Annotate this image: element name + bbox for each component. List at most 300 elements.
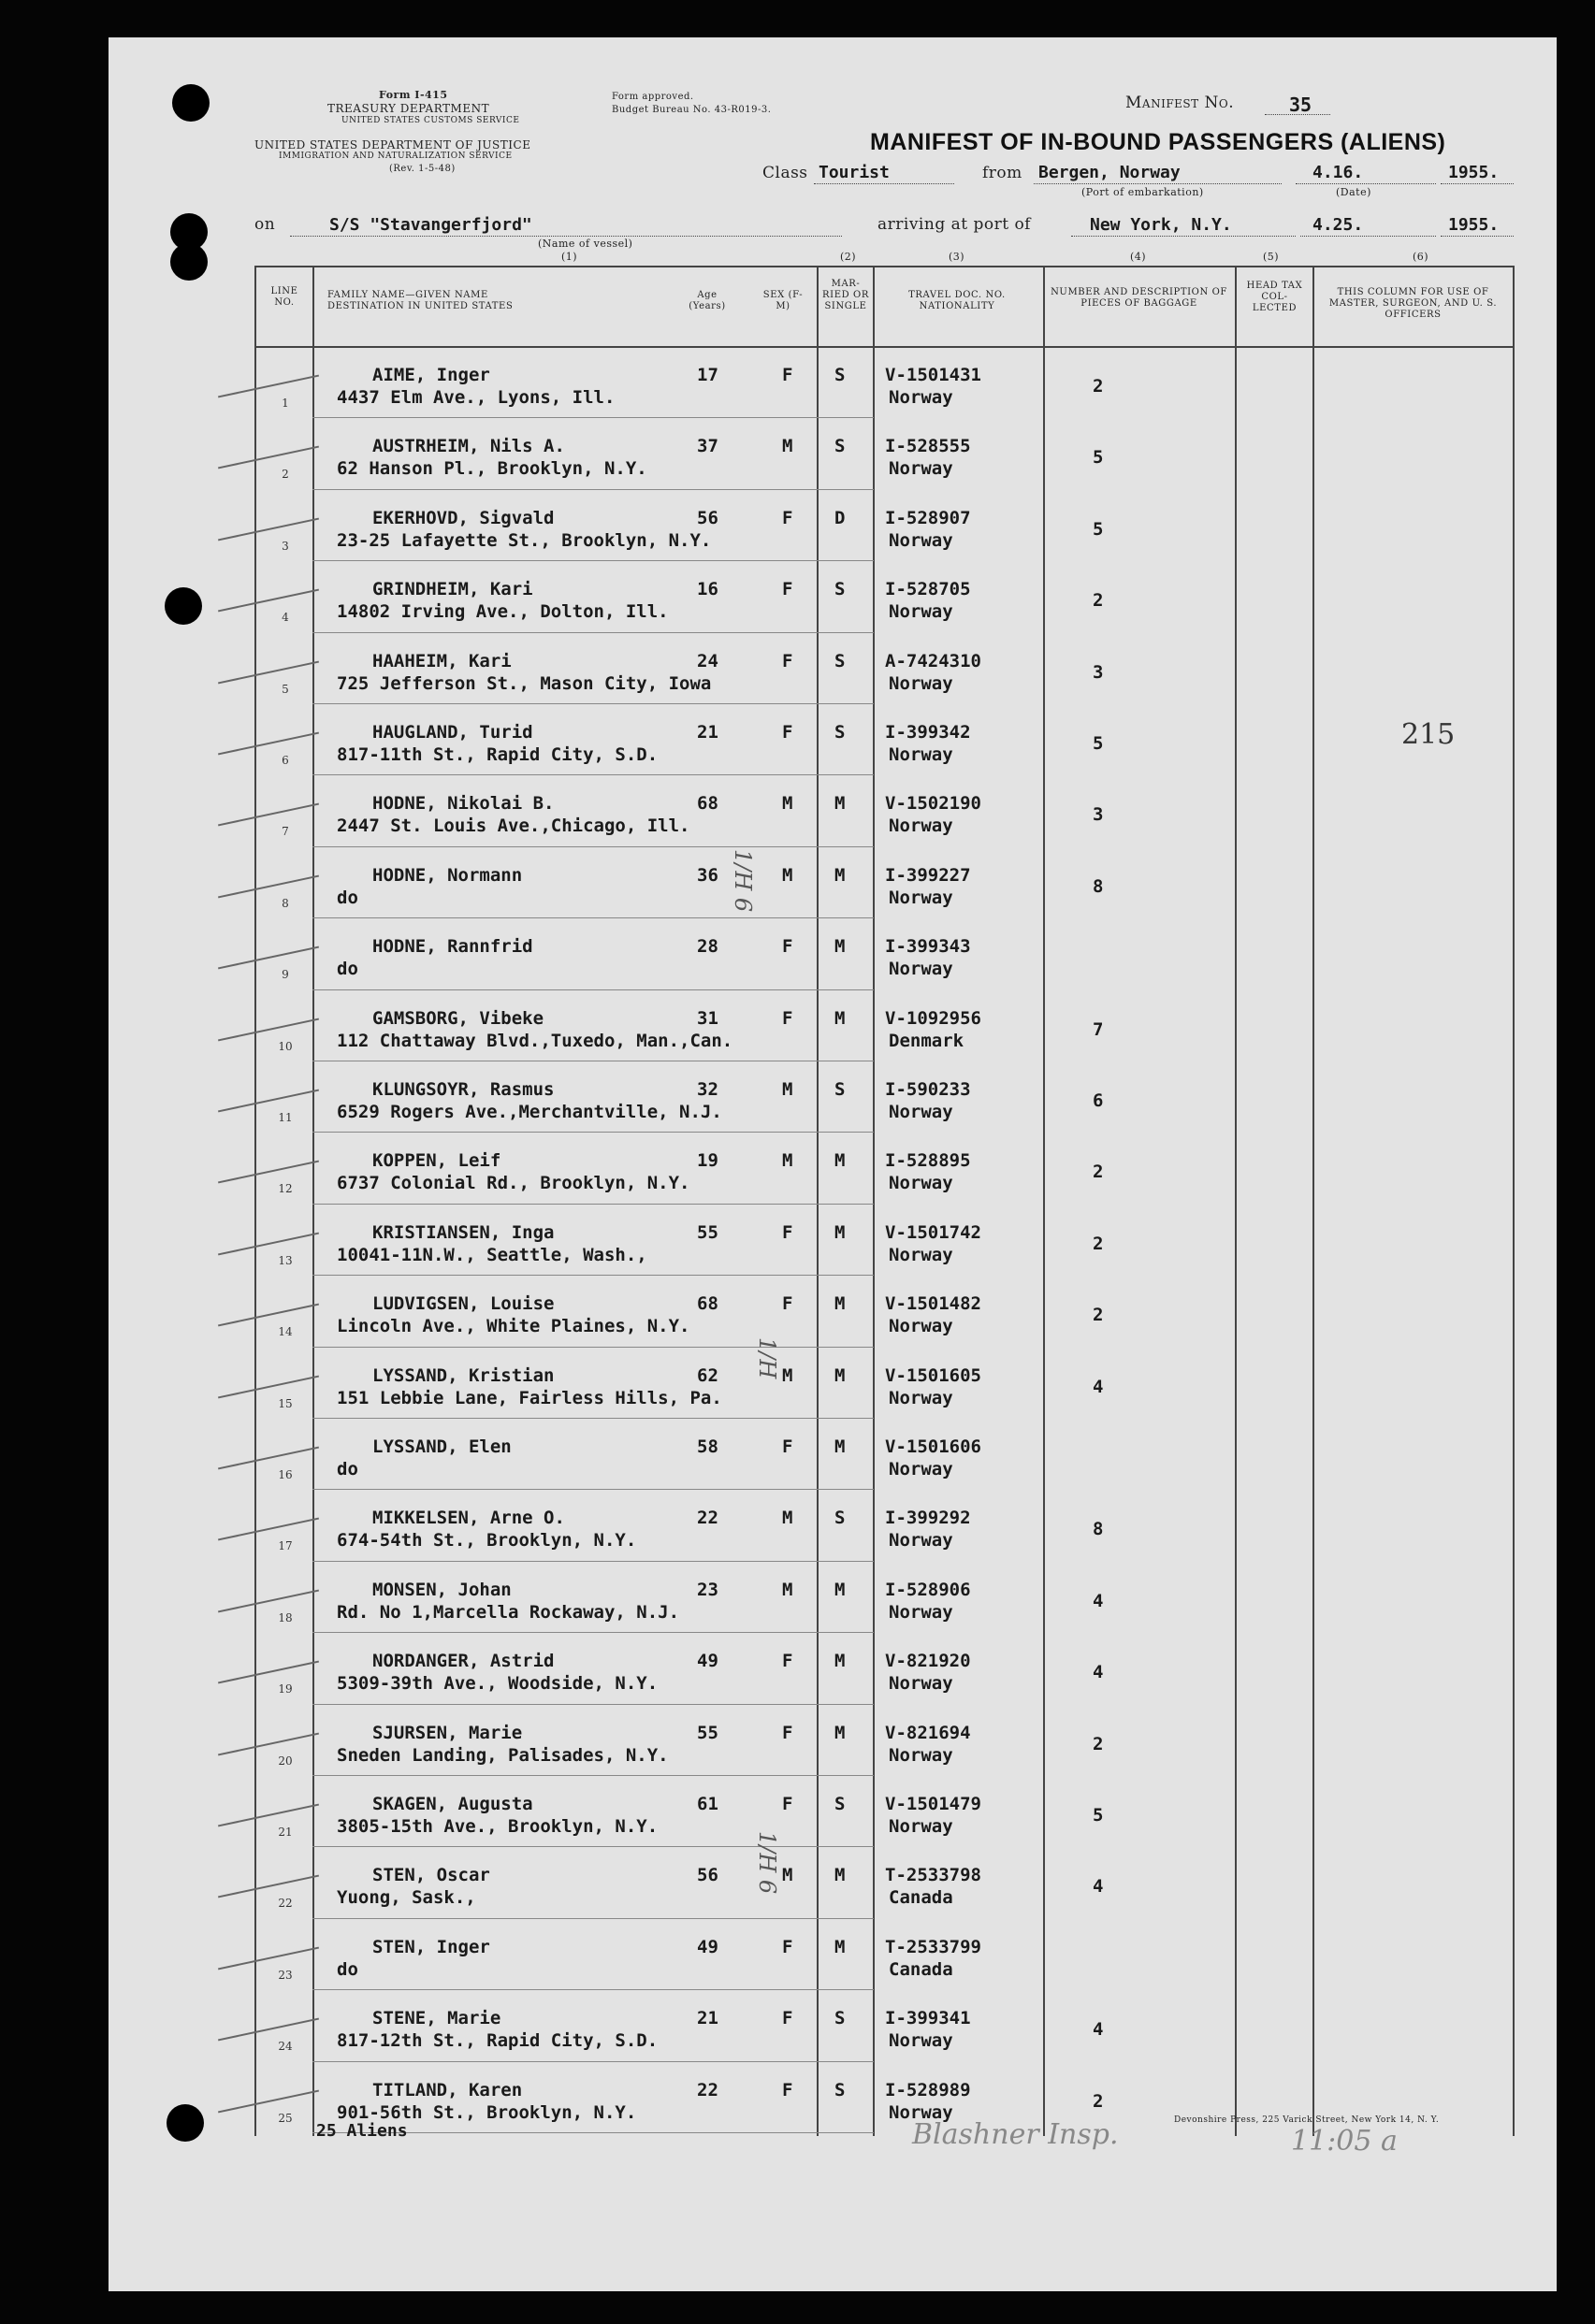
nationality: Norway	[889, 1173, 953, 1194]
on-label: on	[254, 215, 276, 234]
baggage-count: 4	[1093, 1876, 1104, 1898]
marital-status: M	[834, 1150, 846, 1172]
nationality: Norway	[889, 1244, 953, 1265]
passenger-name: HODNE, Rannfrid	[372, 936, 533, 958]
age: 23	[697, 1579, 718, 1600]
header-sex: SEX (F-M)	[762, 290, 804, 311]
age: 56	[697, 507, 718, 528]
marital-status: M	[834, 1722, 846, 1743]
marital-status: M	[834, 1293, 846, 1315]
sex: F	[782, 365, 793, 385]
departure-date: 4.16.	[1312, 163, 1364, 182]
destination: Lincoln Ave., White Plaines, N.Y.	[337, 1316, 690, 1337]
row-rule	[312, 1132, 874, 1133]
nationality: Norway	[889, 1816, 953, 1837]
sex: M	[782, 793, 793, 815]
destination: do	[337, 887, 358, 908]
passenger-name: KLUNGSOYR, Rasmus	[372, 1079, 555, 1100]
nationality: Norway	[889, 1673, 953, 1695]
baggage-count: 3	[1093, 661, 1104, 683]
sex: F	[782, 579, 793, 600]
arrival-year: 1955.	[1448, 215, 1500, 235]
col-rule-doc	[873, 266, 875, 2136]
vessel-name: S/S "Stavangerfjord"	[329, 215, 532, 235]
sex: M	[782, 1364, 793, 1386]
budget-bureau: Budget Bureau No. 43-R019-3.	[612, 105, 772, 115]
nationality: Norway	[889, 2030, 953, 2052]
sex: M	[782, 1079, 793, 1100]
line-number: 1	[282, 397, 289, 410]
passenger-name: HAUGLAND, Turid	[372, 722, 533, 743]
row-rule	[312, 632, 874, 633]
passenger-name: LYSSAND, Elen	[372, 1436, 512, 1457]
baggage-count: 2	[1093, 1233, 1104, 1254]
inspection-time: 11:05 a	[1291, 2125, 1398, 2158]
arriving-label: arriving at port of	[877, 215, 1031, 234]
line-number: 17	[278, 1539, 293, 1553]
arrival-port: New York, N.Y.	[1090, 215, 1232, 235]
travel-doc-no: I-399292	[885, 1508, 971, 1529]
travel-doc-no: I-528555	[885, 436, 971, 457]
age: 68	[697, 793, 718, 815]
age: 17	[697, 365, 718, 385]
travel-doc-no: T-2533798	[885, 1865, 981, 1886]
nationality: Norway	[889, 672, 953, 694]
line-number: 19	[278, 1682, 293, 1696]
manifest-page	[109, 37, 1557, 2291]
marital-status: S	[834, 436, 846, 457]
marital-status: M	[834, 1364, 846, 1386]
marital-status: M	[834, 1936, 846, 1957]
travel-doc-no: V-1501482	[885, 1293, 981, 1315]
header-age: Age (Years)	[689, 290, 726, 311]
age: 56	[697, 1865, 718, 1886]
nationality: Norway	[889, 1530, 953, 1552]
baggage-count: 5	[1093, 733, 1104, 754]
passenger-name: HODNE, Normann	[372, 864, 523, 886]
travel-doc-no: I-528989	[885, 2079, 971, 2100]
line-number: 3	[282, 539, 289, 553]
header-name: FAMILY NAME—GIVEN NAME	[327, 290, 488, 300]
row-rule	[312, 1704, 874, 1705]
age: 58	[697, 1436, 718, 1457]
travel-doc-no: T-2533799	[885, 1936, 981, 1957]
age: 36	[697, 864, 718, 886]
row-rule	[312, 1561, 874, 1562]
nationality: Norway	[889, 2101, 953, 2123]
sex: F	[782, 1936, 793, 1957]
bracket-note-8-9: 1/H 6	[730, 849, 756, 913]
destination: Rd. No 1,Marcella Rockaway, N.J.	[337, 1601, 680, 1623]
nationality: Denmark	[889, 1030, 964, 1051]
col-rule-right	[1513, 266, 1515, 2136]
justice-dept: UNITED STATES DEPARTMENT OF JUSTICE	[254, 138, 531, 152]
baggage-count: 5	[1093, 1805, 1104, 1826]
class-label: Class	[762, 164, 808, 182]
sex: M	[782, 1579, 793, 1600]
form-number: Form I-415	[379, 89, 448, 101]
line-number: 23	[278, 1968, 293, 1982]
binder-hole	[165, 587, 202, 625]
travel-doc-no: V-1501431	[885, 365, 981, 385]
travel-doc-no: V-821920	[885, 1651, 971, 1672]
col-number-2: (2)	[840, 251, 857, 263]
line-number: 16	[278, 1468, 293, 1481]
nationality: Norway	[889, 744, 953, 765]
line-number: 14	[278, 1325, 293, 1339]
marital-status: S	[834, 650, 846, 671]
destination: 674-54th St., Brooklyn, N.Y.	[337, 1530, 637, 1552]
baggage-count: 4	[1093, 2019, 1104, 2041]
nationality: Canada	[889, 1958, 953, 1980]
destination: 5309-39th Ave., Woodside, N.Y.	[337, 1673, 659, 1695]
age: 22	[697, 2079, 718, 2100]
baggage-count: 5	[1093, 447, 1104, 469]
customs-service: UNITED STATES CUSTOMS SERVICE	[341, 116, 520, 125]
age: 68	[697, 1293, 718, 1315]
travel-doc-no: I-399341	[885, 2008, 971, 2029]
officer-note: 215	[1401, 718, 1456, 751]
age: 49	[697, 1651, 718, 1672]
port-of-embarkation: Bergen, Norway	[1038, 163, 1181, 182]
baggage-count: 4	[1093, 1376, 1104, 1397]
col-number-6: (6)	[1413, 251, 1429, 263]
baggage-count: 5	[1093, 518, 1104, 540]
line-number: 12	[278, 1182, 293, 1196]
row-rule	[312, 774, 874, 775]
baggage-count: 8	[1093, 875, 1104, 897]
destination: do	[337, 1459, 358, 1480]
sex: F	[782, 1293, 793, 1315]
baggage-count: 7	[1093, 1018, 1104, 1040]
line-number: 20	[278, 1754, 293, 1768]
travel-doc-no: I-590233	[885, 1079, 971, 1100]
row-rule	[312, 1989, 874, 1990]
binder-hole	[172, 84, 210, 122]
nationality: Norway	[889, 1387, 953, 1408]
bracket-note-15-16: 1/H	[754, 1337, 780, 1379]
destination: 62 Hanson Pl., Brooklyn, N.Y.	[337, 458, 647, 480]
passenger-name: MONSEN, Johan	[372, 1579, 512, 1600]
destination: Yuong, Sask.,	[337, 1887, 476, 1909]
binder-hole	[170, 243, 208, 281]
marital-status: S	[834, 1079, 846, 1100]
row-rule	[312, 1632, 874, 1633]
arrival-date: 4.25.	[1312, 215, 1364, 235]
destination: 3805-15th Ave., Brooklyn, N.Y.	[337, 1816, 659, 1837]
row-rule	[312, 560, 874, 561]
travel-doc-no: V-1501605	[885, 1364, 981, 1386]
passenger-name: HODNE, Nikolai B.	[372, 793, 555, 815]
nationality: Norway	[889, 387, 953, 408]
passenger-name: AIME, Inger	[372, 365, 490, 385]
baggage-count: 3	[1093, 804, 1104, 826]
travel-doc-no: I-528895	[885, 1150, 971, 1172]
nationality: Norway	[889, 1459, 953, 1480]
destination: Sneden Landing, Palisades, N.Y.	[337, 1744, 669, 1766]
line-number: 6	[282, 754, 289, 767]
age: 32	[697, 1079, 718, 1100]
nationality: Norway	[889, 1601, 953, 1623]
destination: 112 Chattaway Blvd.,Tuxedo, Man.,Can.	[337, 1030, 733, 1051]
travel-doc-no: V-1501742	[885, 1221, 981, 1243]
line-number: 25	[278, 2111, 293, 2125]
age: 22	[697, 1508, 718, 1529]
marital-status: S	[834, 2079, 846, 2100]
age: 37	[697, 436, 718, 457]
marital-status: M	[834, 1865, 846, 1886]
date-caption: (Date)	[1336, 186, 1371, 198]
age: 19	[697, 1150, 718, 1172]
marital-status: M	[834, 1651, 846, 1672]
row-rule	[312, 1918, 874, 1919]
baggage-count: 2	[1093, 376, 1104, 397]
nationality: Norway	[889, 601, 953, 623]
passenger-name: KOPPEN, Leif	[372, 1150, 501, 1172]
bracket-note-22-23: 1/H 6	[754, 1831, 780, 1895]
destination: 725 Jefferson St., Mason City, Iowa	[337, 672, 712, 694]
passenger-name: STEN, Inger	[372, 1936, 490, 1957]
marital-status: S	[834, 579, 846, 600]
passenger-name: NORDANGER, Astrid	[372, 1651, 555, 1672]
passenger-name: LYSSAND, Kristian	[372, 1364, 555, 1386]
header-head-tax: HEAD TAX COL-LECTED	[1246, 281, 1303, 313]
destination: 6529 Rogers Ave.,Merchantville, N.J.	[337, 1102, 722, 1122]
age: 49	[697, 1936, 718, 1957]
passenger-name: MIKKELSEN, Arne O.	[372, 1508, 565, 1529]
ins-service: IMMIGRATION AND NATURALIZATION SERVICE	[279, 152, 513, 161]
destination: 2447 St. Louis Ave.,Chicago, Ill.	[337, 816, 690, 837]
marital-status: S	[834, 365, 846, 385]
nationality: Norway	[889, 529, 953, 551]
manifest-label: Manifest No.	[1125, 94, 1235, 112]
passenger-name: SKAGEN, Augusta	[372, 1794, 533, 1814]
line-number: 8	[282, 896, 289, 910]
sex: F	[782, 2079, 793, 2100]
line-number: 21	[278, 1826, 293, 1839]
col-rule-name	[312, 266, 314, 2136]
passenger-name: LUDVIGSEN, Louise	[372, 1293, 555, 1315]
passenger-name: STENE, Marie	[372, 2008, 501, 2029]
sex: F	[782, 1007, 793, 1029]
col-rule-officers	[1312, 266, 1314, 2136]
marital-status: M	[834, 864, 846, 886]
passenger-name: GRINDHEIM, Kari	[372, 579, 533, 600]
header-line: LINE NO.	[270, 286, 298, 308]
age: 31	[697, 1007, 718, 1029]
line-number: 15	[278, 1396, 293, 1410]
nationality: Norway	[889, 458, 953, 480]
baggage-count: 2	[1093, 1733, 1104, 1754]
passenger-name: SJURSEN, Marie	[372, 1722, 523, 1743]
port-embark-caption: (Port of embarkation)	[1081, 186, 1204, 198]
row-rule	[312, 989, 874, 990]
marital-status: S	[834, 722, 846, 743]
destination: 6737 Colonial Rd., Brooklyn, N.Y.	[337, 1173, 690, 1194]
row-rule	[312, 1347, 874, 1348]
row-rule	[312, 846, 874, 847]
travel-doc-no: V-821694	[885, 1722, 971, 1743]
age: 62	[697, 1364, 718, 1386]
row-rule	[312, 1489, 874, 1490]
baggage-count: 2	[1093, 2090, 1104, 2112]
destination: 4437 Elm Ave., Lyons, Ill.	[337, 387, 616, 408]
baggage-count: 2	[1093, 590, 1104, 612]
class-value: Tourist	[819, 163, 890, 182]
travel-doc-no: I-528906	[885, 1579, 971, 1600]
from-label: from	[982, 164, 1022, 182]
travel-doc-no: V-1092956	[885, 1007, 981, 1029]
header-travel-doc: TRAVEL DOC. NO. NATIONALITY	[908, 290, 1006, 311]
sex: M	[782, 864, 793, 886]
destination: 817-12th St., Rapid City, S.D.	[337, 2030, 659, 2052]
col-number-3: (3)	[949, 251, 965, 263]
sex: F	[782, 1794, 793, 1814]
binder-hole	[167, 2104, 204, 2142]
sex: F	[782, 1436, 793, 1457]
baggage-count: 6	[1093, 1090, 1104, 1111]
marital-status: M	[834, 793, 846, 815]
destination: 10041-11N.W., Seattle, Wash.,	[337, 1244, 647, 1265]
printer-imprint: Devonshire Press, 225 Varick Street, New York 14, N. Y.	[1174, 2115, 1440, 2125]
passenger-name: HAAHEIM, Kari	[372, 650, 512, 671]
total-aliens: 25 Aliens	[316, 2121, 408, 2141]
line-number: 18	[278, 1610, 293, 1624]
page-title: MANIFEST OF IN-BOUND PASSENGERS (ALIENS)	[870, 129, 1446, 155]
passenger-name: TITLAND, Karen	[372, 2079, 523, 2100]
destination: do	[337, 959, 358, 980]
line-number: 11	[278, 1111, 293, 1124]
age: 24	[697, 650, 718, 671]
age: 61	[697, 1794, 718, 1814]
marital-status: M	[834, 1579, 846, 1600]
age: 28	[697, 936, 718, 958]
line-number: 10	[278, 1039, 293, 1053]
marital-status: M	[834, 936, 846, 958]
marital-status: D	[834, 507, 846, 528]
travel-doc-no: A-7424310	[885, 650, 981, 671]
baggage-count: 2	[1093, 1305, 1104, 1326]
form-approved: Form approved.	[612, 92, 694, 102]
line-number: 4	[282, 611, 289, 625]
destination: 14802 Irving Ave., Dolton, Ill.	[337, 601, 669, 623]
inspector-signature: Blashner Insp.	[912, 2118, 1119, 2151]
travel-doc-no: I-528907	[885, 507, 971, 528]
row-rule	[312, 489, 874, 490]
passenger-name: KRISTIANSEN, Inga	[372, 1221, 555, 1243]
sex: F	[782, 507, 793, 528]
vessel-caption: (Name of vessel)	[538, 238, 633, 250]
destination: 23-25 Lafayette St., Brooklyn, N.Y.	[337, 529, 712, 551]
col-rule-baggage	[1043, 266, 1045, 2136]
destination: 901-56th St., Brooklyn, N.Y.	[337, 2101, 637, 2123]
passenger-name: AUSTRHEIM, Nils A.	[372, 436, 565, 457]
row-rule	[312, 703, 874, 704]
line-number: 2	[282, 468, 289, 482]
nationality: Norway	[889, 1102, 953, 1122]
travel-doc-no: I-399227	[885, 864, 971, 886]
passenger-name: GAMSBORG, Vibeke	[372, 1007, 544, 1029]
age: 55	[697, 1722, 718, 1743]
baggage-count: 4	[1093, 1590, 1104, 1611]
baggage-count: 4	[1093, 1662, 1104, 1683]
sex: M	[782, 1865, 793, 1886]
age: 21	[697, 722, 718, 743]
nationality: Canada	[889, 1887, 953, 1909]
sex: F	[782, 650, 793, 671]
passenger-name: EKERHOVD, Sigvald	[372, 507, 555, 528]
age: 16	[697, 579, 718, 600]
travel-doc-no: I-399343	[885, 936, 971, 958]
nationality: Norway	[889, 1744, 953, 1766]
sex: M	[782, 436, 793, 457]
row-rule	[312, 1418, 874, 1419]
row-rule	[312, 1775, 874, 1776]
line-number: 9	[282, 968, 289, 982]
row-rule	[312, 917, 874, 918]
travel-doc-no: I-399342	[885, 722, 971, 743]
header-married: MAR-RIED OR SINGLE	[822, 279, 869, 311]
col-number-4: (4)	[1130, 251, 1147, 263]
nationality: Norway	[889, 1316, 953, 1337]
sex: F	[782, 1651, 793, 1672]
age: 21	[697, 2008, 718, 2029]
nationality: Norway	[889, 887, 953, 908]
row-rule	[312, 1846, 874, 1847]
line-number: 13	[278, 1253, 293, 1267]
nationality: Norway	[889, 816, 953, 837]
sex: M	[782, 1508, 793, 1529]
nationality: Norway	[889, 959, 953, 980]
baggage-count: 8	[1093, 1519, 1104, 1540]
row-rule	[312, 417, 874, 418]
passenger-name: STEN, Oscar	[372, 1865, 490, 1886]
table-top-rule	[254, 266, 1514, 267]
sex: F	[782, 722, 793, 743]
col-rule-line	[254, 266, 256, 2136]
revision: (Rev. 1-5-48)	[389, 164, 456, 174]
marital-status: S	[834, 1794, 846, 1814]
line-number: 5	[282, 682, 289, 696]
manifest-number: 35	[1289, 94, 1312, 116]
col-rule-tax	[1235, 266, 1237, 2136]
marital-status: M	[834, 1007, 846, 1029]
row-rule	[312, 1204, 874, 1205]
treasury-dept: TREASURY DEPARTMENT	[327, 102, 490, 115]
sex: F	[782, 1221, 793, 1243]
sex: F	[782, 936, 793, 958]
header-destination: DESTINATION IN UNITED STATES	[327, 301, 514, 311]
destination: do	[337, 1958, 358, 1980]
table-header-rule	[254, 346, 1514, 348]
marital-status: S	[834, 2008, 846, 2029]
travel-doc-no: V-1501606	[885, 1436, 981, 1457]
age: 55	[697, 1221, 718, 1243]
destination: 151 Lebbie Lane, Fairless Hills, Pa.	[337, 1387, 722, 1408]
row-rule	[312, 1275, 874, 1276]
marital-status: S	[834, 1508, 846, 1529]
marital-status: M	[834, 1221, 846, 1243]
line-number: 24	[278, 2040, 293, 2054]
row-rule	[312, 2061, 874, 2062]
sex: F	[782, 2008, 793, 2029]
col-rule-married	[817, 266, 819, 2136]
sex: M	[782, 1150, 793, 1172]
marital-status: M	[834, 1436, 846, 1457]
travel-doc-no: V-1501479	[885, 1794, 981, 1814]
departure-year: 1955.	[1448, 163, 1500, 182]
header-baggage: NUMBER AND DESCRIPTION OF PIECES OF BAGGAGE	[1051, 287, 1227, 309]
